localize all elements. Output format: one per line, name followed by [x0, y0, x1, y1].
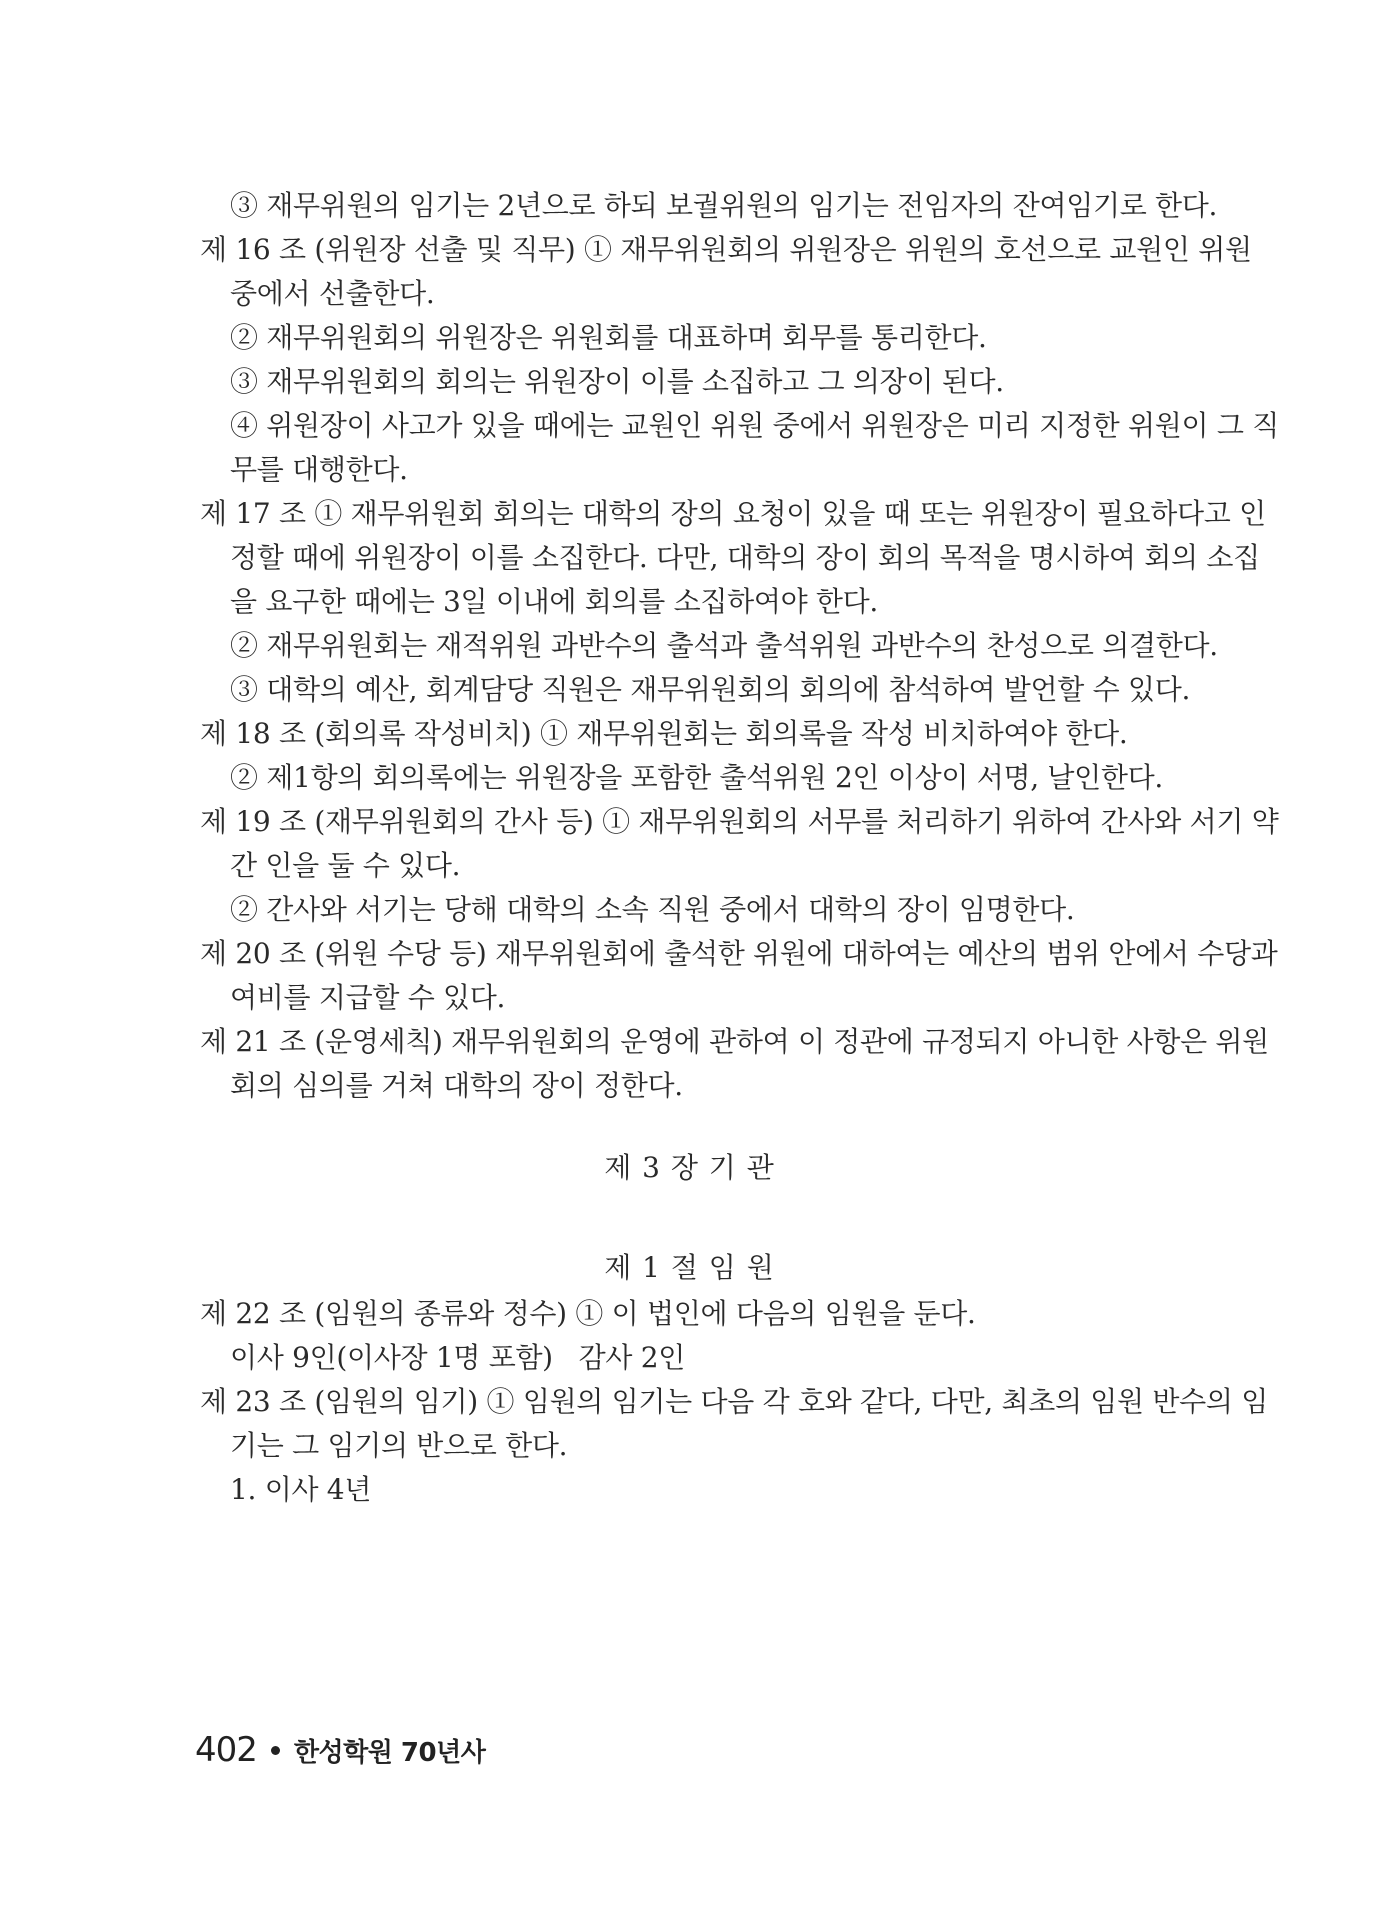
- article-22-line: 제 22 조 (임원의 종류와 정수) ① 이 법인에 다음의 임원을 둔다.: [200, 1297, 976, 1330]
- bullet-icon: [271, 1746, 280, 1755]
- article-23-line: 제 23 조 (임원의 임기) ① 임원의 임기는 다음 각 호와 같다, 다만, 최초의 임원 반수의 임: [200, 1385, 1268, 1418]
- paragraph-line: 회의 심의를 거쳐 대학의 장이 정한다.: [230, 1069, 683, 1102]
- section-heading: 제 1 절 임 원: [604, 1251, 775, 1284]
- article-17-line: 제 17 조 ① 재무위원회 회의는 대학의 장의 요청이 있을 때 또는 위원장이 필요하다고 인: [200, 497, 1266, 530]
- paragraph-line: 이사 9인(이사장 1명 포함) 감사 2인: [230, 1341, 685, 1374]
- paragraph-line: 을 요구한 때에는 3일 이내에 회의를 소집하여야 한다.: [230, 585, 879, 618]
- paragraph-line: 간 인을 둘 수 있다.: [230, 849, 461, 882]
- page-number: 402: [195, 1730, 257, 1770]
- page-footer: [195, 1730, 485, 1770]
- paragraph-line: ③ 재무위원의 임기는 2년으로 하되 보궐위원의 임기는 전임자의 잔여임기로 한다.: [230, 189, 1218, 222]
- paragraph-line: ③ 대학의 예산, 회계담당 직원은 재무위원회의 회의에 참석하여 발언할 수 있다.: [230, 673, 1191, 706]
- paragraph-line: 기는 그 임기의 반으로 한다.: [230, 1429, 568, 1462]
- chapter-heading: 제 3 장 기 관: [604, 1151, 775, 1184]
- paragraph-line: ② 재무위원회의 위원장은 위원회를 대표하며 회무를 통리한다.: [230, 321, 987, 354]
- article-20-line: 제 20 조 (위원 수당 등) 재무위원회에 출석한 위원에 대하여는 예산의 범위 안에서 수당과: [200, 937, 1278, 970]
- article-21-line: 제 21 조 (운영세칙) 재무위원회의 운영에 관하여 이 정관에 규정되지 아니한 사항은 위원: [200, 1025, 1269, 1058]
- book-title: 한성학원 70년사: [293, 1737, 486, 1768]
- list-item: 1. 이사 4년: [230, 1473, 372, 1506]
- article-16-line: 제 16 조 (위원장 선출 및 직무) ① 재무위원회의 위원장은 위원의 호선으로 교원인 위원: [200, 233, 1252, 266]
- paragraph-line: 무를 대행한다.: [230, 453, 408, 486]
- article-19-line: 제 19 조 (재무위원회의 간사 등) ① 재무위원회의 서무를 처리하기 위하여 간사와 서기 약: [200, 805, 1279, 838]
- paragraph-line: 여비를 지급할 수 있다.: [230, 981, 506, 1014]
- paragraph-line: ② 제1항의 회의록에는 위원장을 포함한 출석위원 2인 이상이 서명, 날인한다.: [230, 761, 1164, 794]
- paragraph-line: ② 간사와 서기는 당해 대학의 소속 직원 중에서 대학의 장이 임명한다.: [230, 893, 1075, 926]
- article-18-line: 제 18 조 (회의록 작성비치) ① 재무위원회는 회의록을 작성 비치하여야 한다.: [200, 717, 1128, 750]
- paragraph-line: 정할 때에 위원장이 이를 소집한다. 다만, 대학의 장이 회의 목적을 명시하여 회의 소집: [230, 541, 1260, 574]
- paragraph-line: ④ 위원장이 사고가 있을 때에는 교원인 위원 중에서 위원장은 미리 지정한 위원이 그 직: [230, 409, 1279, 442]
- paragraph-line: 중에서 선출한다.: [230, 277, 435, 310]
- paragraph-line: ③ 재무위원회의 회의는 위원장이 이를 소집하고 그 의장이 된다.: [230, 365, 1004, 398]
- paragraph-line: ② 재무위원회는 재적위원 과반수의 출석과 출석위원 과반수의 찬성으로 의결한다.: [230, 629, 1218, 662]
